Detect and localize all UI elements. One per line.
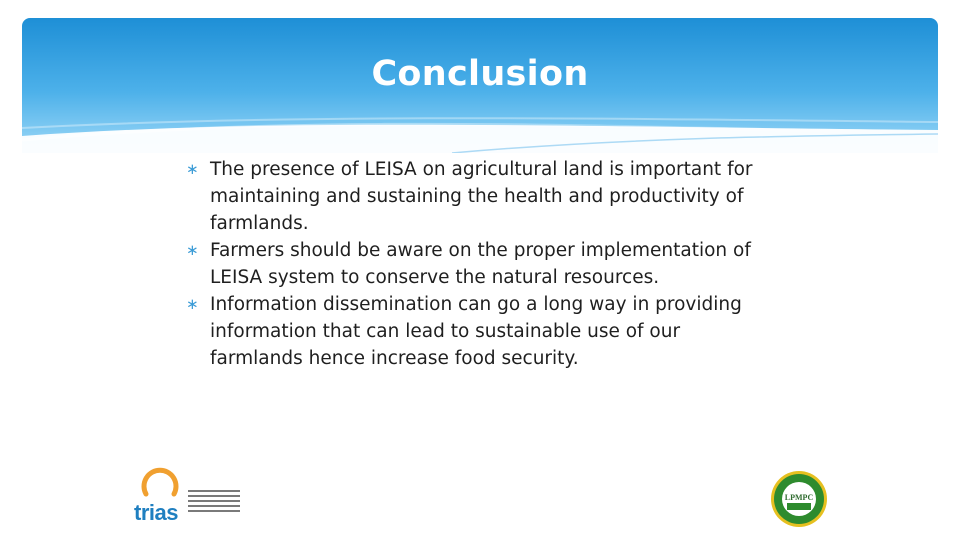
- bullet-item: [186, 156, 776, 237]
- trias-ring-icon: [138, 464, 182, 504]
- trias-wordmark: trias: [134, 500, 178, 525]
- lpmpc-seal-text: LPMPC: [784, 493, 814, 502]
- bullet-text: Farmers should be aware on the proper implementation of LEISA system to conserve the natural resources.: [210, 240, 751, 288]
- bullet-list: [186, 156, 776, 372]
- asterisk-bullet-icon: ∗: [186, 295, 199, 313]
- lpmpc-seal-logo: [770, 470, 828, 528]
- bullet-text: Information dissemination can go a long way in providing information that can lead to sustainable use of our farmlands hence increase food security.: [210, 294, 742, 369]
- trias-logo: [130, 464, 240, 524]
- asterisk-bullet-icon: ∗: [186, 160, 199, 178]
- asterisk-bullet-icon: ∗: [186, 241, 199, 259]
- bullet-item: [186, 291, 776, 372]
- slide-title: Conclusion: [371, 54, 589, 94]
- bullet-item: [186, 237, 776, 291]
- bullet-text: The presence of LEISA on agricultural land is important for maintaining and sustaining the health and productivity of farmlands.: [210, 159, 753, 234]
- trias-tagline-graphic: [188, 490, 240, 520]
